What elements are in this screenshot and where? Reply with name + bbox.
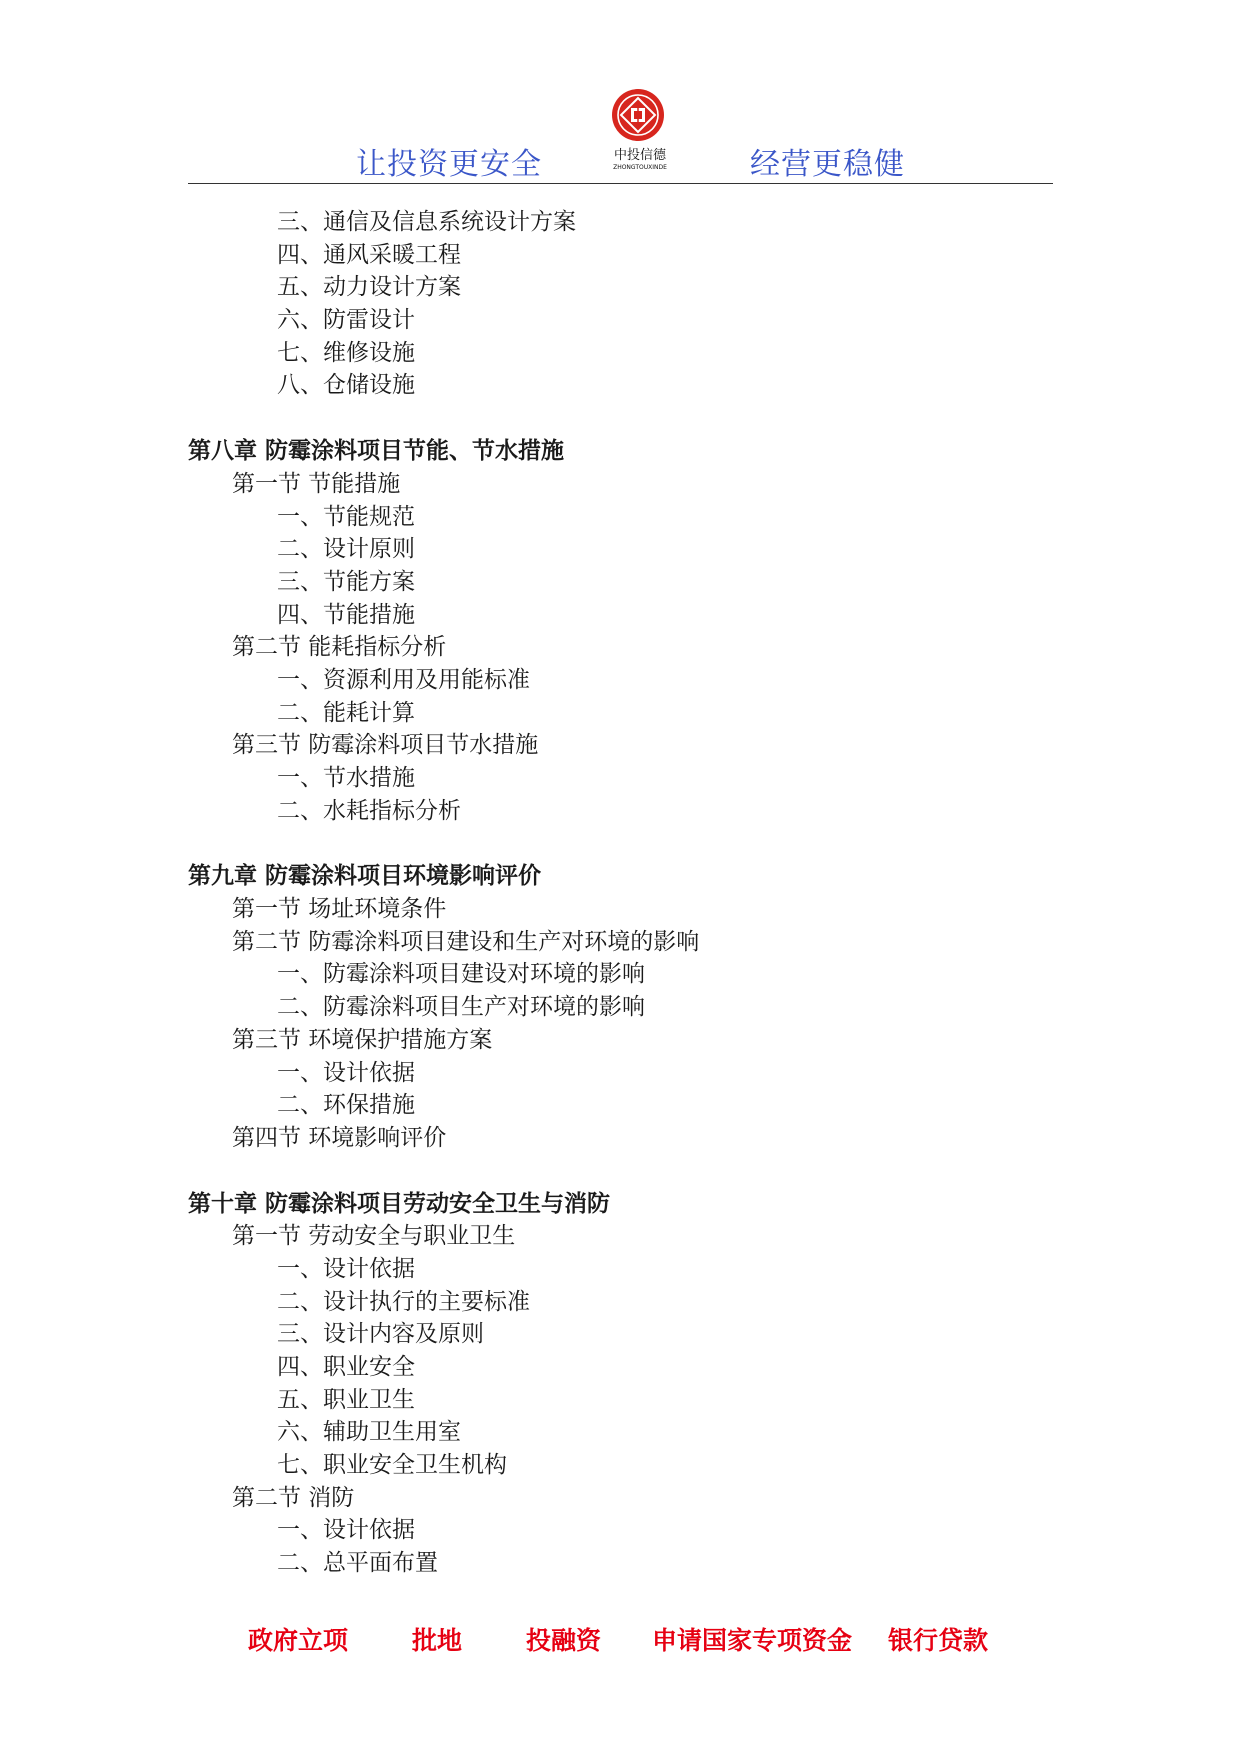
- toc-spacer: [188, 1155, 1088, 1188]
- toc-section: 第一节 劳动安全与职业卫生: [232, 1223, 516, 1250]
- footer-item-financing: 投融资: [526, 1626, 602, 1655]
- toc-item: 二、环保措施: [277, 1092, 415, 1119]
- table-of-contents: [188, 206, 1088, 1580]
- toc-item: 六、辅助卫生用室: [277, 1419, 461, 1446]
- header-slogan-left: 让投资更安全: [356, 147, 542, 182]
- toc-section: 第四节 环境影响评价: [232, 1124, 447, 1151]
- toc-item: 二、设计执行的主要标准: [277, 1288, 530, 1315]
- footer-item-special-funds: 申请国家专项资金: [652, 1626, 853, 1655]
- toc-section: 第二节 能耗指标分析: [232, 634, 447, 661]
- toc-item: 一、设计依据: [277, 1517, 415, 1544]
- toc-section: 第一节 场址环境条件: [232, 896, 447, 923]
- toc-item: 一、节能规范: [277, 503, 415, 530]
- toc-item: 二、防霉涂料项目生产对环境的影响: [277, 994, 645, 1021]
- toc-item: 四、节能措施: [277, 601, 415, 628]
- toc-item: 五、动力设计方案: [277, 274, 461, 301]
- footer-item-government-approval: 政府立项: [248, 1626, 349, 1655]
- toc-item: 二、设计原则: [277, 536, 415, 563]
- toc-spacer: [188, 827, 1088, 860]
- toc-section: 第三节 环境保护措施方案: [232, 1026, 493, 1053]
- toc-item: 二、总平面布置: [277, 1550, 438, 1577]
- toc-item: 二、水耗指标分析: [277, 797, 461, 824]
- toc-section: 第二节 防霉涂料项目建设和生产对环境的影响: [232, 928, 700, 955]
- toc-item: 八、仓储设施: [277, 372, 415, 399]
- toc-item: 七、维修设施: [277, 339, 415, 366]
- toc-item: 一、防霉涂料项目建设对环境的影响: [277, 961, 645, 988]
- toc-item: 一、资源利用及用能标准: [277, 666, 530, 693]
- toc-item: 四、职业安全: [277, 1354, 415, 1380]
- footer-item-bank-loan: 银行贷款: [888, 1626, 989, 1655]
- toc-section: 第三节 防霉涂料项目节水措施: [232, 732, 539, 759]
- logo-subtext: ZHONGTOUXINDE: [613, 164, 667, 171]
- toc-chapter-heading: 第十章 防霉涂料项目劳动安全卫生与消防: [188, 1190, 611, 1217]
- toc-item: 三、节能方案: [277, 568, 415, 595]
- toc-chapter-heading: 第九章 防霉涂料项目环境影响评价: [188, 863, 542, 890]
- logo-wordmark: 中投信德: [613, 148, 666, 163]
- toc-item: 一、设计依据: [277, 1059, 415, 1086]
- toc-item: 一、设计依据: [277, 1255, 415, 1282]
- toc-item: 七、职业安全卫生机构: [277, 1452, 507, 1479]
- toc-item: 六、防雷设计: [277, 307, 415, 334]
- toc-item: 四、通风采暖工程: [277, 241, 461, 268]
- header-slogan-right: 经营更稳健: [750, 147, 905, 182]
- toc-item: 三、通信及信息系统设计方案: [277, 209, 576, 235]
- toc-section: 第一节 节能措施: [232, 470, 401, 497]
- toc-section: 第二节 消防: [232, 1484, 355, 1511]
- toc-item: 五、职业卫生: [277, 1386, 415, 1413]
- page-footer: [0, 1624, 1241, 1664]
- toc-item: 三、设计内容及原则: [277, 1321, 484, 1348]
- header-divider: [188, 183, 1053, 184]
- toc-item: 二、能耗计算: [277, 699, 415, 726]
- toc-item: 一、节水措施: [277, 765, 415, 791]
- toc-spacer: [188, 402, 1088, 435]
- page-header: [0, 0, 1241, 190]
- footer-item-land-approval: 批地: [412, 1626, 463, 1655]
- toc-chapter-heading: 第八章 防霉涂料项目节能、节水措施: [188, 438, 565, 465]
